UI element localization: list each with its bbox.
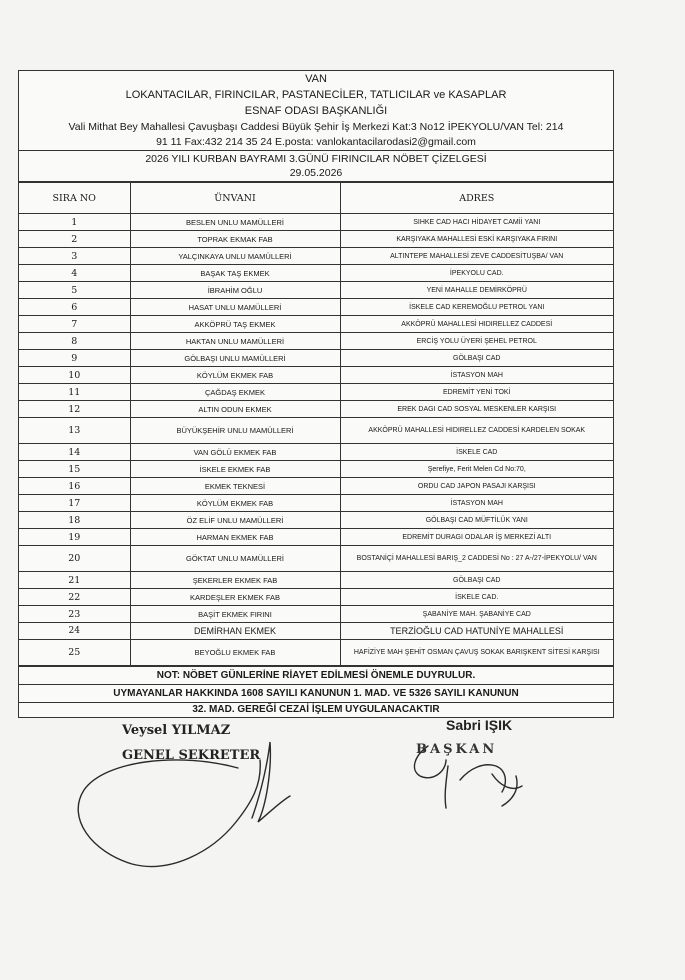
bakery-address: BOSTANİÇİ MAHALLESİ BARIŞ_2 CADDESİ No : 27 A-/27-İPEKYOLU/ VAN xyxy=(340,546,613,572)
bakery-name: BÜYÜKŞEHİR UNLU MAMÜLLERİ xyxy=(130,418,340,444)
bakery-name: VAN GÖLÜ EKMEK FAB xyxy=(130,444,340,461)
bakery-name: KÖYLÜM EKMEK FAB xyxy=(130,367,340,384)
bakery-name: AKKÖPRÜ TAŞ EKMEK xyxy=(130,316,340,333)
secretary-name: Veysel YILMAZ xyxy=(122,723,231,738)
bakery-address: ŞABANİYE MAH. ŞABANİYE CAD xyxy=(340,606,613,623)
row-number: 7 xyxy=(19,316,130,333)
bakery-address: ERCİŞ YOLU ÜYERİ ŞEHEL PETROL xyxy=(340,333,613,350)
row-number: 19 xyxy=(19,529,130,546)
bakery-name: İBRAHİM OĞLU xyxy=(130,282,340,299)
bakery-name: ALTIN ODUN EKMEK xyxy=(130,401,340,418)
bakery-address: İPEKYOLU CAD. xyxy=(340,265,613,282)
bakery-address: ALTINTEPE MAHALLESİ ZEVE CADDESİTUŞBA/ VAN xyxy=(340,248,613,265)
schedule-date: 29.05.2026 xyxy=(289,167,343,179)
bakery-address: KARŞIYAKA MAHALLESİ ESKİ KARŞIYAKA FIRINI xyxy=(340,231,613,248)
president-name: Sabri IŞIK xyxy=(446,717,513,733)
row-number: 23 xyxy=(19,606,130,623)
bakery-name: ÖZ ELİF UNLU MAMÜLLERİ xyxy=(130,512,340,529)
row-number: 4 xyxy=(19,265,130,282)
header-address-line1: Vali Mithat Bey Mahallesi Çavuşbaşı Caddesi Büyük Şehir İş Merkezi Kat:3 No12 İPEKYOLU/VAN Tel: 214 xyxy=(68,121,564,133)
bakery-name: HAKTAN UNLU MAMÜLLERİ xyxy=(130,333,340,350)
row-number: 22 xyxy=(19,589,130,606)
bakery-address: GÖLBAŞI CAD MÜFTİLÜK YANI xyxy=(340,512,613,529)
row-number: 16 xyxy=(19,478,130,495)
president-title: BAŞKAN xyxy=(416,742,498,757)
note-line-1: NOT: NÖBET GÜNLERİNE RİAYET EDİLMESİ ÖNEMLE DUYRULUR. xyxy=(19,666,613,684)
bakery-name: HASAT UNLU MAMÜLLERİ xyxy=(130,299,340,316)
row-number: 21 xyxy=(19,572,130,589)
bakery-name: KARDEŞLER EKMEK FAB xyxy=(130,589,340,606)
bakery-address: YENİ MAHALLE DEMİRKÖPRÜ xyxy=(340,282,613,299)
bakery-address: ORDU CAD JAPON PASAJI KARŞISI xyxy=(340,478,613,495)
bakery-address: EREK DAGI CAD SOSYAL MESKENLER KARŞISI xyxy=(340,401,613,418)
bakery-address: EDREMİT DURAGI ODALAR İŞ MERKEZİ ALTI xyxy=(340,529,613,546)
header-org-line2: ESNAF ODASI BAŞKANLIĞI xyxy=(244,105,388,117)
bakery-address: Şerefiye, Ferit Melen Cd No:70, xyxy=(340,461,613,478)
row-number: 11 xyxy=(19,384,130,401)
schedule-title: 2026 YILI KURBAN BAYRAMI 3.GÜNÜ FIRINCILAR NÖBET ÇİZELGESİ xyxy=(145,153,487,165)
row-number: 24 xyxy=(19,623,130,640)
note-line-2: UYMAYANLAR HAKKINDA 1608 SAYILI KANUNUN 1. MAD. VE 5326 SAYILI KANUNUN xyxy=(19,684,613,702)
note-line-3: 32. MAD. GEREĞİ CEZAİ İŞLEM UYGULANACAKTIR xyxy=(19,702,613,717)
bakery-name: ÇAĞDAŞ EKMEK xyxy=(130,384,340,401)
row-number: 1 xyxy=(19,214,130,231)
bakery-address: GÖLBAŞI CAD xyxy=(340,572,613,589)
column-header-address: ADRES xyxy=(340,183,613,214)
bakery-address: TERZİOĞLU CAD HATUNİYE MAHALLESİ xyxy=(340,623,613,640)
bakery-name: EKMEK TEKNESİ xyxy=(130,478,340,495)
row-number: 12 xyxy=(19,401,130,418)
row-number: 15 xyxy=(19,461,130,478)
bakery-address: İSKELE CAD. xyxy=(340,589,613,606)
bakery-address: SIHKE CAD HACI HİDAYET CAMİİ YANI xyxy=(340,214,613,231)
row-number: 2 xyxy=(19,231,130,248)
row-number: 17 xyxy=(19,495,130,512)
row-number: 6 xyxy=(19,299,130,316)
row-number: 3 xyxy=(19,248,130,265)
header-address-line2: 91 11 Fax:432 214 35 24 E.posta: vanlokantacilarodasi2@gmail.com xyxy=(156,136,476,148)
row-number: 8 xyxy=(19,333,130,350)
bakery-address: AKKÖPRÜ MAHALLESİ HIDIRELLEZ CADDESİ xyxy=(340,316,613,333)
bakery-name: BEYOĞLU EKMEK FAB xyxy=(130,640,340,666)
bakery-address: İSKELE CAD xyxy=(340,444,613,461)
column-header-name: ÜNVANI xyxy=(130,183,340,214)
row-number: 9 xyxy=(19,350,130,367)
bakery-address: HAFİZİYE MAH ŞEHİT OSMAN ÇAVUŞ SOKAK BARIŞKENT SİTESİ KARŞISI xyxy=(340,640,613,666)
bakery-address: İSKELE CAD KEREMOĞLU PETROL YANI xyxy=(340,299,613,316)
row-number: 10 xyxy=(19,367,130,384)
bakery-name: BAŞAK TAŞ EKMEK xyxy=(130,265,340,282)
bakery-name: İSKELE EKMEK FAB xyxy=(130,461,340,478)
bakery-address: EDREMİT YENİ TOKİ xyxy=(340,384,613,401)
bakery-name: YALÇINKAYA UNLU MAMÜLLERİ xyxy=(130,248,340,265)
bakery-name: TOPRAK EKMAK FAB xyxy=(130,231,340,248)
bakery-name: DEMİRHAN EKMEK xyxy=(130,623,340,640)
row-number: 18 xyxy=(19,512,130,529)
header-city: VAN xyxy=(305,73,327,85)
president-signature-flourish xyxy=(414,746,522,808)
row-number: 14 xyxy=(19,444,130,461)
secretary-signature-loop xyxy=(78,760,260,867)
bakery-address: AKKÖPRÜ MAHALLESİ HIDIRELLEZ CADDESİ KARDELEN SOKAK xyxy=(340,418,613,444)
bakery-address: GÖLBAŞI CAD xyxy=(340,350,613,367)
row-number: 5 xyxy=(19,282,130,299)
row-number: 13 xyxy=(19,418,130,444)
bakery-name: BAŞİT EKMEK FIRINI xyxy=(130,606,340,623)
row-number: 20 xyxy=(19,546,130,572)
column-header-no: SIRA NO xyxy=(19,183,130,214)
row-number: 25 xyxy=(19,640,130,666)
bakery-name: ŞEKERLER EKMEK FAB xyxy=(130,572,340,589)
secretary-title: GENEL SEKRETER xyxy=(122,748,261,763)
bakery-address: İSTASYON MAH xyxy=(340,495,613,512)
bakery-name: KÖYLÜM EKMEK FAB xyxy=(130,495,340,512)
bakery-name: BESLEN UNLU MAMÜLLERİ xyxy=(130,214,340,231)
bakery-name: GÖLBAŞI UNLU MAMÜLLERİ xyxy=(130,350,340,367)
bakery-name: GÖKTAT UNLU MAMÜLLERİ xyxy=(130,546,340,572)
bakery-address: İSTASYON MAH xyxy=(340,367,613,384)
bakery-name: HARMAN EKMEK FAB xyxy=(130,529,340,546)
header-org-line1: LOKANTACILAR, FIRINCILAR, PASTANECİLER, TATLICILAR ve KASAPLAR xyxy=(125,89,507,101)
